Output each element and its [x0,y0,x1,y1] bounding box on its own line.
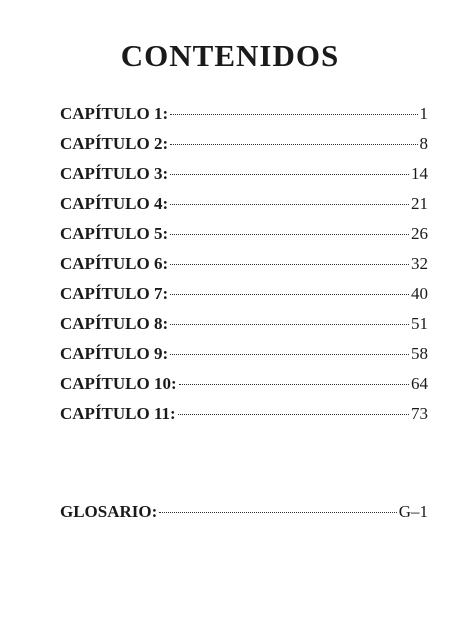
dot-leader [170,204,409,205]
page-title: CONTENIDOS [120,38,340,73]
toc-entry-chapter-10[interactable] [60,374,428,404]
toc-entry-page: 21 [411,194,428,213]
dot-leader [159,512,396,513]
dot-leader [170,354,409,355]
toc-entry-label: CAPÍTULO 4: [60,194,169,213]
toc-entry-label: CAPÍTULO 5: [60,224,169,243]
toc-entry-label: CAPÍTULO 7: [60,284,169,303]
toc-entry-page: 1 [419,104,428,123]
toc-entry-page: 40 [411,284,428,303]
dot-leader [170,264,409,265]
toc-entry-chapter-8[interactable] [60,314,428,344]
toc-entry-page: 32 [411,254,428,273]
dot-leader [178,414,409,415]
toc-entry-chapter-7[interactable] [60,284,428,314]
toc-entry-chapter-6[interactable] [60,254,428,284]
glossary-label: GLOSARIO: [60,502,158,521]
toc-entry-chapter-11[interactable] [60,404,428,434]
toc-entry-page: 64 [411,374,428,393]
dot-leader [170,114,417,115]
toc-entry-chapter-2[interactable] [60,134,428,164]
dot-leader [170,174,409,175]
toc-entry-chapter-1[interactable] [60,104,428,134]
toc-entry-chapter-5[interactable] [60,224,428,254]
toc-entry-label: CAPÍTULO 2: [60,134,169,153]
toc-entry-label: CAPÍTULO 1: [60,104,169,123]
glossary-page: G–1 [398,502,428,521]
toc-entry-chapter-9[interactable] [60,344,428,374]
dot-leader [170,324,409,325]
toc-entry-page: 26 [411,224,428,243]
toc-entry-page: 8 [419,134,428,153]
toc-entry-chapter-3[interactable] [60,164,428,194]
toc-entry-page: 51 [411,314,428,333]
dot-leader [179,384,409,385]
toc-entry-glossary[interactable] [60,502,428,522]
toc-entry-label: CAPÍTULO 8: [60,314,169,333]
toc-entry-chapter-4[interactable] [60,194,428,224]
dot-leader [170,294,409,295]
toc-entry-label: CAPÍTULO 9: [60,344,169,363]
toc-entry-page: 58 [411,344,428,363]
toc-entry-label: CAPÍTULO 3: [60,164,169,183]
table-of-contents [60,104,428,434]
toc-entry-label: CAPÍTULO 6: [60,254,169,273]
toc-entry-page: 14 [411,164,428,183]
toc-entry-label: CAPÍTULO 11: [60,404,176,423]
dot-leader [170,234,409,235]
toc-entry-page: 73 [411,404,428,423]
dot-leader [170,144,417,145]
toc-entry-label: CAPÍTULO 10: [60,374,177,393]
